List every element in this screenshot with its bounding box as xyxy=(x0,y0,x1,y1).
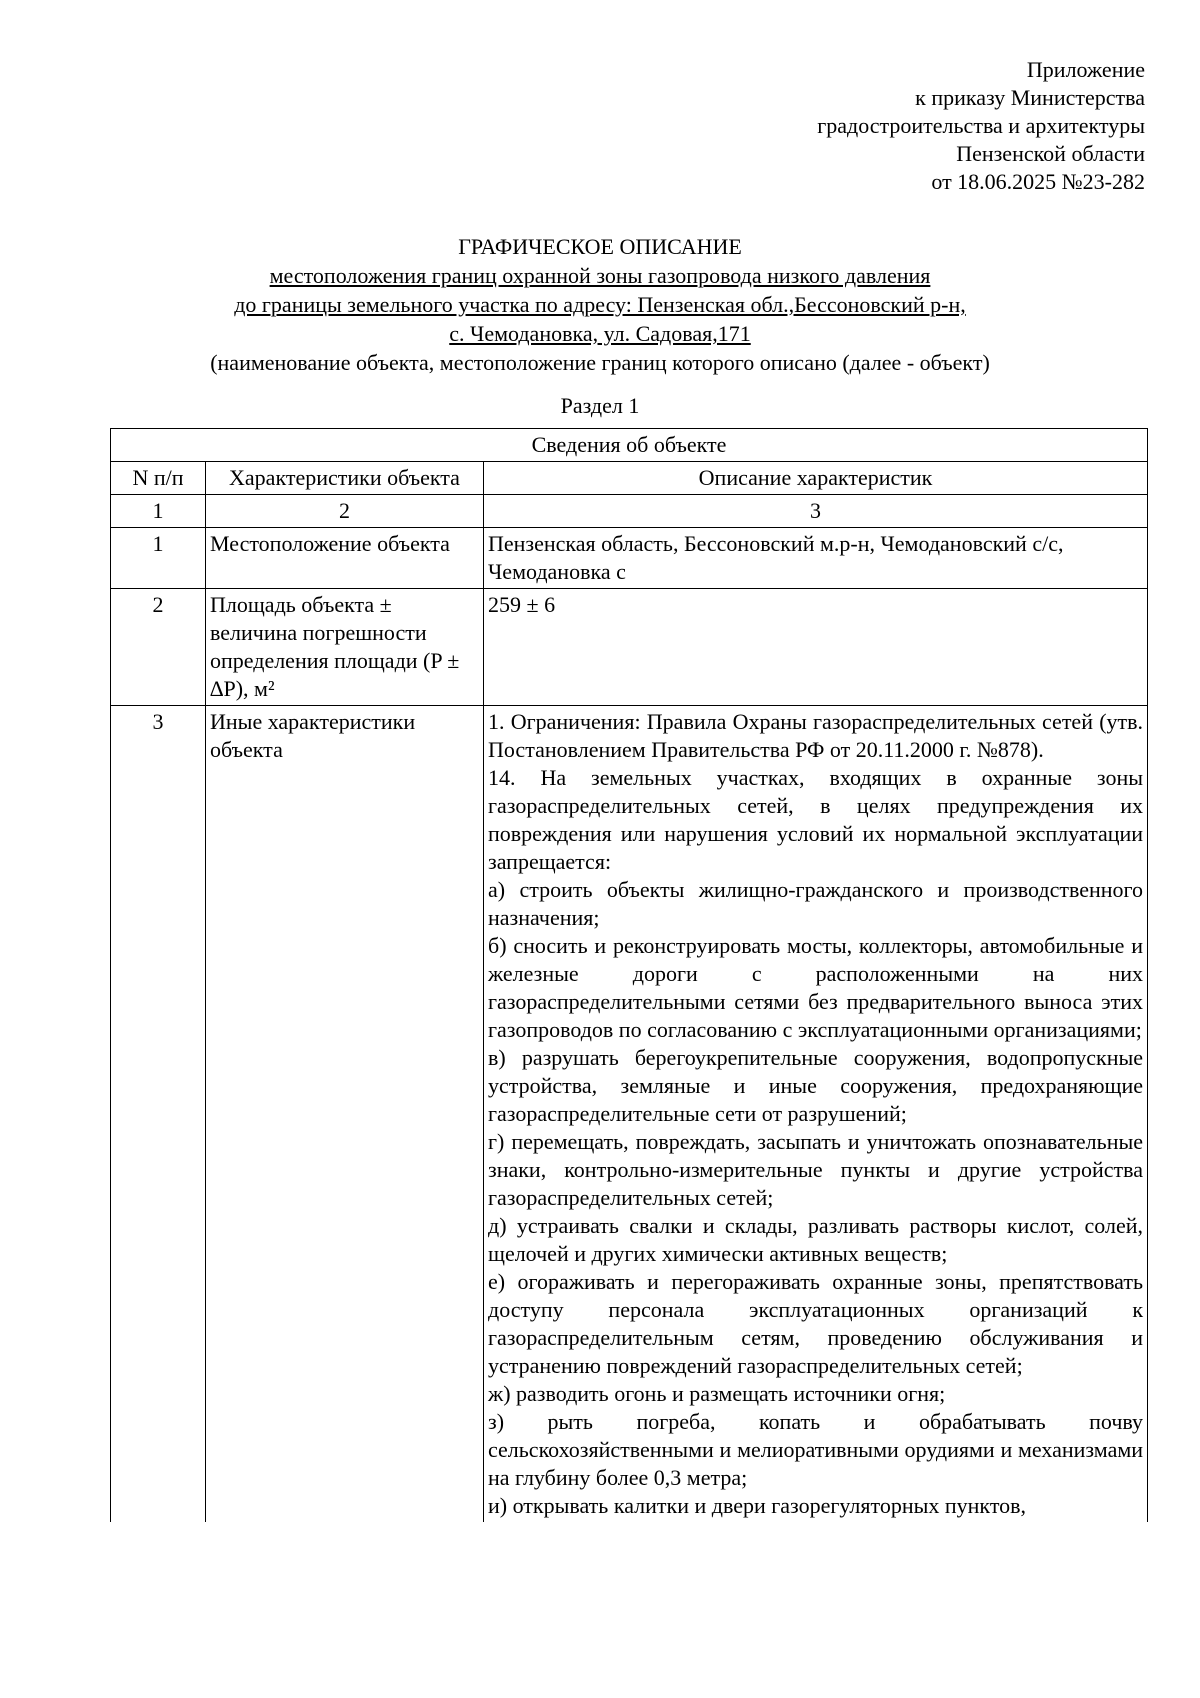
table-row xyxy=(111,528,1148,589)
row-description: Пензенская область, Бессоновский м.р-н, Чемодановский с/с, Чемодановка с xyxy=(484,528,1148,589)
row-number: 1 xyxy=(111,528,206,589)
column-number-row xyxy=(111,495,1148,528)
row-characteristic: Местоположение объекта xyxy=(206,528,484,589)
table-title: Сведения об объекте xyxy=(111,429,1148,462)
object-name-text: до границы земельного участка по адресу: Пензенская обл.,Бессоновский р-н, xyxy=(234,292,966,317)
object-name-line xyxy=(0,290,1200,319)
restriction-paragraph: ж) разводить огонь и размещать источники огня; xyxy=(488,1381,946,1406)
object-name-text: местоположения границ охранной зоны газопровода низкого давления xyxy=(269,263,931,288)
object-name-caption: (наименование объекта, местоположение границ которого описано (далее - объект) xyxy=(210,350,990,375)
table-title-row xyxy=(111,429,1148,462)
object-name-text: с. Чемодановка, ул. Садовая,171 xyxy=(449,321,751,346)
object-info-table xyxy=(110,428,1148,1522)
column-header: Описание характеристик xyxy=(484,462,1148,495)
column-number: 1 xyxy=(111,495,206,528)
row-description xyxy=(484,706,1148,1523)
object-name-line xyxy=(0,319,1200,348)
document-title: ГРАФИЧЕСКОЕ ОПИСАНИЕ xyxy=(458,234,742,259)
approval-line: от 18.06.2025 №23-282 xyxy=(931,169,1145,194)
table-row xyxy=(111,706,1148,1523)
column-header: Характеристики объекта xyxy=(206,462,484,495)
approval-line: градостроительства и архитектуры xyxy=(817,113,1145,138)
row-characteristic: Иные характеристики объекта xyxy=(206,706,484,1523)
restriction-paragraph: в) разрушать берегоукрепительные сооружения, водопропускные устройства, земляные и иные сооружения, предохраняющие газораспределительные сети от разрушений; xyxy=(488,1045,1144,1126)
object-name-line xyxy=(0,261,1200,290)
table-row xyxy=(111,589,1148,706)
restriction-paragraph: 14. На земельных участках, входящих в охранные зоны газораспределительных сетей, в целях предупреждения их повреждения или нарушения условий их нормальной эксплуатации запрещается: xyxy=(488,765,1144,874)
column-header-row xyxy=(111,462,1148,495)
restriction-paragraph: е) огораживать и перегораживать охранные зоны, препятствовать доступу персонала эксплуатационных организаций к газораспределительным сетям, проведению обслуживания и устранению повреждений газораспределительных сетей; xyxy=(488,1269,1144,1378)
column-header: N п/п xyxy=(111,462,206,495)
restriction-paragraph: б) сносить и реконструировать мосты, коллекторы, автомобильные и железные дороги с расположенными на них газораспределительными сетями без предварительного выноса этих газопроводов по согласованию с эксплуатационными организациями; xyxy=(488,933,1144,1042)
restriction-paragraph: д) устраивать свалки и склады, разливать растворы кислот, солей, щелочей и других химически активных веществ; xyxy=(488,1213,1144,1266)
restriction-paragraph: а) строить объекты жилищно-гражданского и производственного назначения; xyxy=(488,877,1144,930)
document-header xyxy=(0,232,1200,420)
row-number: 2 xyxy=(111,589,206,706)
approval-block xyxy=(817,56,1145,196)
row-description: 259 ± 6 xyxy=(484,589,1148,706)
restriction-paragraph: и) открывать калитки и двери газорегуляторных пунктов, xyxy=(488,1493,1027,1518)
column-number: 3 xyxy=(484,495,1148,528)
approval-line: к приказу Министерства xyxy=(915,85,1145,110)
row-number: 3 xyxy=(111,706,206,1523)
restriction-paragraph: 1. Ограничения: Правила Охраны газораспределительных сетей (утв. Постановлением Правительства РФ от 20.11.2000 г. №878). xyxy=(488,709,1144,762)
approval-line: Пензенской области xyxy=(956,141,1145,166)
approval-line: Приложение xyxy=(1026,57,1145,82)
row-characteristic: Площадь объекта ± величина погрешности определения площади (P ± ∆P), м² xyxy=(206,589,484,706)
restriction-paragraph: з) рыть погреба, копать и обрабатывать почву сельскохозяйственными и мелиоративными орудиями и механизмами на глубину более 0,3 метра; xyxy=(488,1409,1144,1490)
restriction-paragraph: г) перемещать, повреждать, засыпать и уничтожать опознавательные знаки, контрольно-измерительные пункты и другие устройства газораспределительных сетей; xyxy=(488,1129,1144,1210)
column-number: 2 xyxy=(206,495,484,528)
section-label: Раздел 1 xyxy=(560,393,640,418)
